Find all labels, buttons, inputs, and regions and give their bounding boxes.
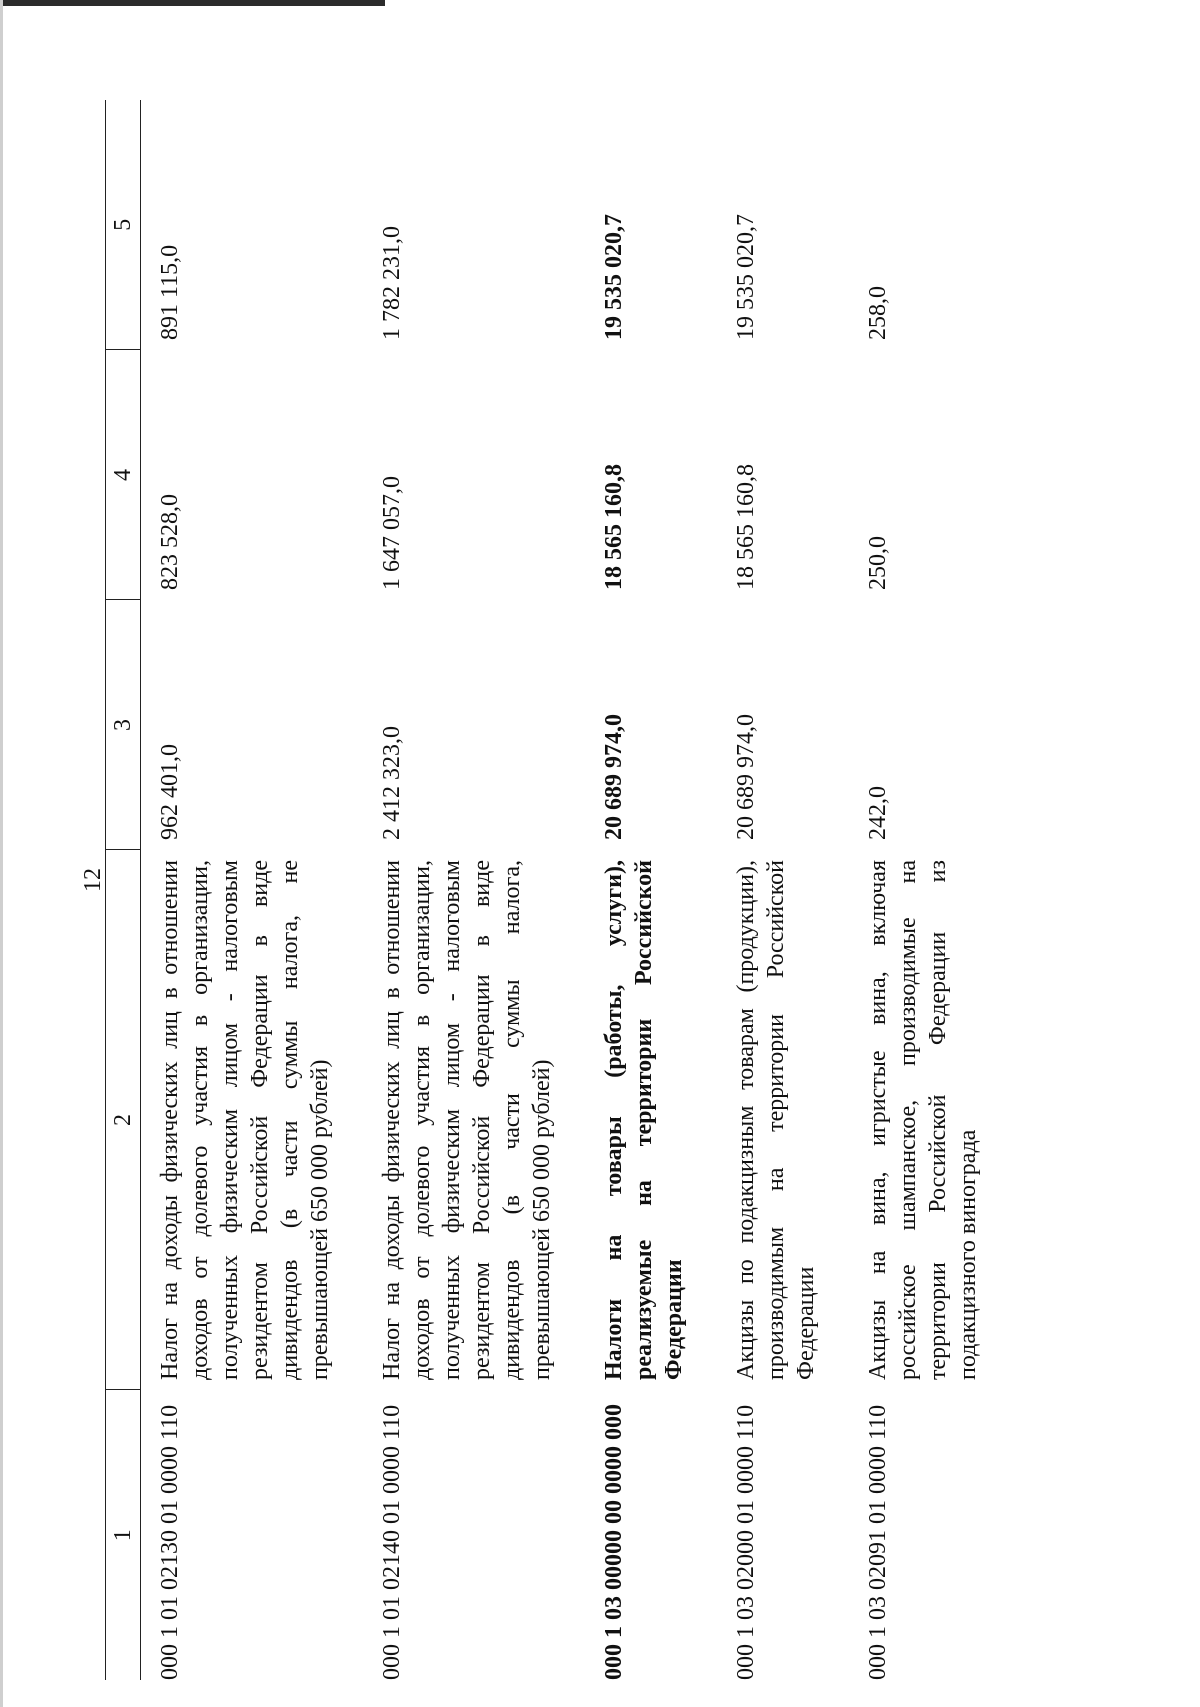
- row-code: 000 1 03 02091 01 0000 110: [865, 1404, 891, 1680]
- table-row: [363, 100, 585, 1680]
- row-value-col3: 242,0: [865, 786, 891, 840]
- column-header-3: 3: [106, 600, 141, 850]
- row-name: Налог на доходы физических лиц в отношении доходов от долевого участия в организации, полученных физическим лицом - налоговым резидентом Российской Федерации в виде дивидендов (в части суммы налога, превышающей 650 000 рублей): [379, 860, 555, 1380]
- row-value-col5: 891 115,0: [157, 244, 183, 340]
- row-name: Акцизы на вина, игристые вина, включая российское шампанское, производимые на территории Российской Федерации из подакцизного винограда: [865, 860, 981, 1380]
- column-header-1: 1: [106, 1390, 141, 1680]
- column-header-4: 4: [106, 350, 141, 600]
- row-value-col4: 1 647 057,0: [379, 476, 405, 590]
- row-value-col4: 18 565 160,8: [733, 464, 759, 590]
- row-code: 000 1 01 02130 01 0000 110: [157, 1404, 183, 1680]
- table-header-row: [106, 100, 141, 1680]
- table-row-bold: [585, 100, 717, 1680]
- row-name: Налоги на товары (работы, услуги), реализуемые на территории Российской Федерации: [601, 860, 687, 1380]
- row-value-col5: 1 782 231,0: [379, 226, 405, 340]
- row-name: Налог на доходы физических лиц в отношении доходов от долевого участия в организации, полученных физическим лицом - налоговым резидентом Российской Федерации в виде дивидендов (в части суммы налога, не превышающей 650 000 рублей): [157, 860, 333, 1380]
- row-value-col5: 19 535 020,7: [733, 214, 759, 340]
- table-row: [849, 100, 1011, 1680]
- scan-edge-left: [0, 0, 3, 1707]
- column-header-5: 5: [106, 100, 141, 350]
- row-code: 000 1 03 02000 01 0000 110: [733, 1404, 759, 1680]
- column-header-2: 2: [106, 850, 141, 1390]
- row-value-col5: 258,0: [865, 286, 891, 340]
- row-value-col3: 20 689 974,0: [733, 714, 759, 840]
- row-value-col3: 962 401,0: [157, 744, 183, 840]
- table-row: [141, 100, 364, 1680]
- page-number: 12: [80, 868, 106, 892]
- row-value-col4: 823 528,0: [157, 494, 183, 590]
- row-value-col3: 2 412 323,0: [379, 726, 405, 840]
- row-name: Акцизы по подакцизным товарам (продукции), производимым на территории Российской Федерации: [733, 860, 819, 1380]
- row-code: 000 1 01 02140 01 0000 110: [379, 1404, 405, 1680]
- row-value-col4: 18 565 160,8: [601, 464, 627, 590]
- scan-edge-top: [0, 0, 385, 6]
- row-code: 000 1 03 00000 00 0000 000: [601, 1404, 627, 1680]
- row-value-col3: 20 689 974,0: [601, 714, 627, 840]
- budget-table: [105, 100, 1011, 1680]
- rotated-page-content: [50, 80, 1100, 1680]
- row-value-col4: 250,0: [865, 536, 891, 590]
- table-row: [717, 100, 849, 1680]
- row-value-col5: 19 535 020,7: [601, 214, 627, 340]
